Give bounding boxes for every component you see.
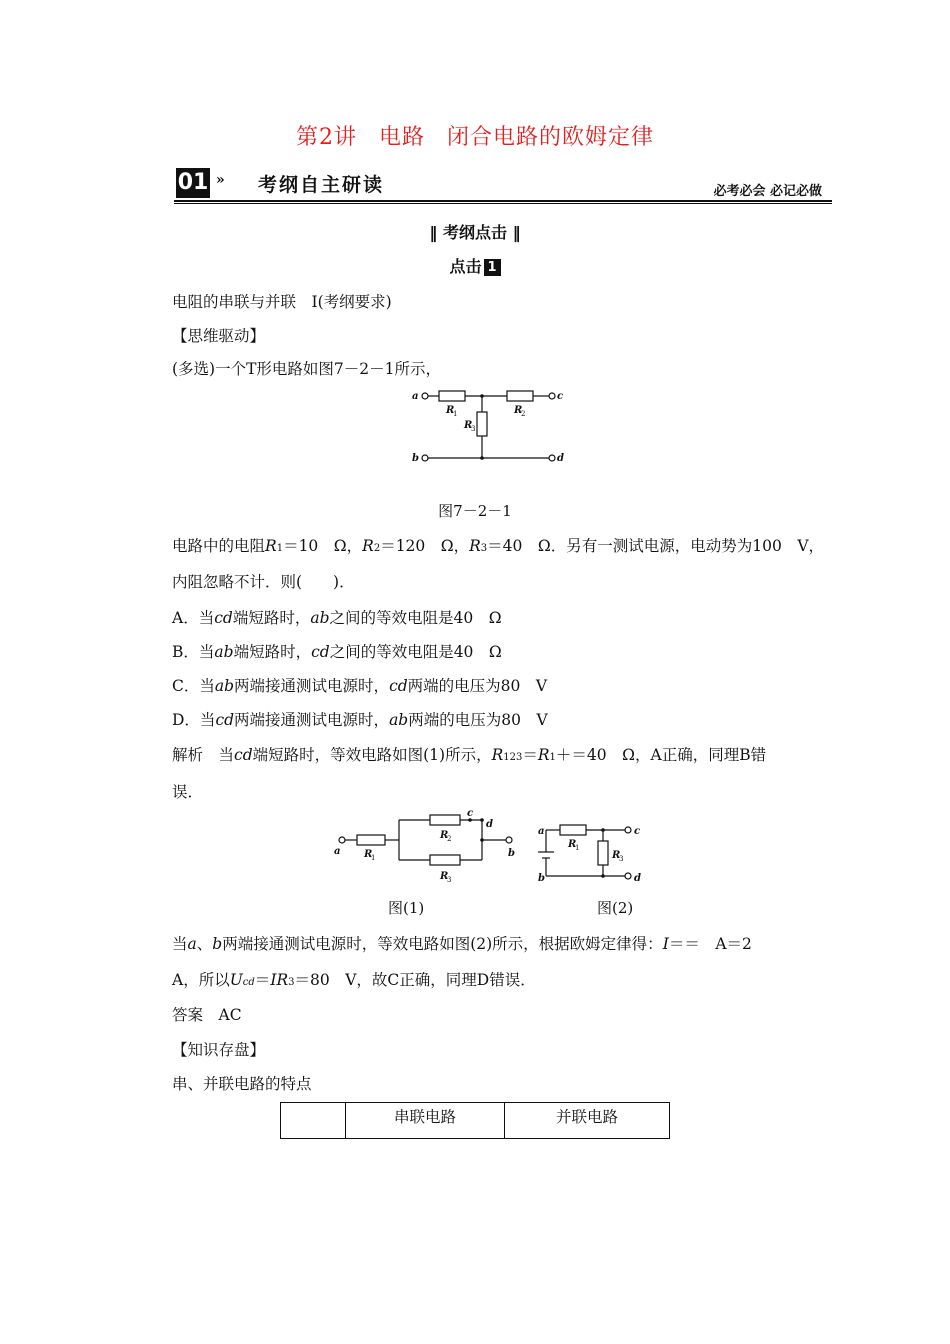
svg-text:2: 2 — [447, 835, 452, 843]
resistor-r1 — [439, 391, 465, 401]
outline-heading — [0, 220, 950, 243]
sub-r3: 3 — [471, 425, 476, 433]
answer-line: 答案 AC — [172, 1006, 242, 1024]
table-cell-empty — [281, 1103, 346, 1139]
label-r1: R — [364, 849, 373, 860]
comparison-table — [280, 1102, 670, 1139]
label-b: b — [412, 453, 419, 464]
analysis2-line-2: A，所以Ucd＝IR3＝80 V，故C正确，同理D错误． — [172, 971, 536, 989]
stem-line-2: 内阻忽略不计．则( )． — [172, 573, 355, 591]
table-row — [281, 1103, 670, 1139]
label-r2: R — [514, 405, 523, 416]
figure-2-caption: 图(2) — [597, 899, 634, 917]
label-c: c — [467, 810, 474, 819]
figure-1-caption: 图(1) — [388, 899, 425, 917]
label-a: a — [412, 391, 419, 402]
double-bar-icon: ‖ — [429, 223, 438, 242]
section-slogan: 必考必会 必记必做 — [713, 184, 822, 199]
terminal-c — [549, 393, 555, 399]
option-c: C．当ab两端接通测试电源时，cd两端的电压为80 V — [172, 677, 548, 695]
resistor-r2 — [507, 391, 533, 401]
option-a: A．当cd端短路时，ab之间的等效电阻是40 Ω — [172, 609, 502, 627]
svg-text:3: 3 — [447, 876, 452, 884]
point-number-badge: 1 — [484, 259, 501, 276]
title-part2: 电路 — [378, 125, 425, 150]
table-header-parallel: 并联电路 — [505, 1103, 670, 1139]
label-b: b — [508, 848, 515, 859]
title-part3: 闭合电路的欧姆定律 — [447, 125, 655, 150]
label-a: a — [538, 826, 545, 837]
table-header-series: 串联电路 — [346, 1103, 505, 1139]
svg-text:3: 3 — [619, 855, 624, 863]
section-number: 01 — [176, 168, 210, 198]
label-r3: R — [440, 871, 449, 882]
analysis-line-2: 误． — [172, 783, 204, 801]
resistor-r1 — [357, 835, 385, 845]
title-part1: 第2讲 — [295, 125, 357, 150]
option-b: B．当ab端短路时，cd之间的等效电阻是40 Ω — [172, 643, 502, 661]
label-c: c — [557, 391, 564, 402]
label-r1: R — [446, 405, 455, 416]
label-c: c — [634, 826, 641, 837]
label-b: b — [538, 873, 545, 884]
section-rule — [174, 200, 832, 202]
terminal-b — [422, 455, 428, 461]
double-bar-icon: ‖ — [512, 223, 521, 242]
resistor-r3 — [598, 841, 608, 865]
sub-r2: 2 — [521, 410, 526, 418]
label-drive: 【思维驱动】 — [172, 327, 266, 345]
label-r3: R — [612, 850, 621, 861]
svg-text:1: 1 — [575, 844, 580, 852]
terminal-a — [422, 393, 428, 399]
resistor-r3 — [430, 855, 460, 865]
label-r1: R — [568, 839, 577, 850]
label-r3: R — [464, 420, 473, 431]
figure-2-circuit — [532, 818, 652, 888]
resistor-r2 — [430, 815, 460, 825]
point-heading-label: 点击 — [449, 257, 482, 276]
resistor-r3 — [477, 412, 487, 436]
features-line: 串、并联电路的特点 — [172, 1075, 312, 1093]
section-rule-thin — [174, 203, 832, 204]
page-title — [0, 120, 950, 151]
section-header-bar — [174, 166, 832, 204]
label-d: d — [486, 819, 493, 830]
question-intro: (多选)一个T形电路如图7－2－1所示， — [172, 360, 442, 378]
outline-heading-text: 考纲点击 — [442, 223, 507, 242]
t-circuit-figure — [404, 384, 574, 468]
analysis-line-1: 解析 当cd端短路时，等效电路如图(1)所示，R123＝R1＋＝40 Ω，A正确，同理B错 — [172, 746, 767, 764]
section-arrow-icon: » — [216, 172, 225, 188]
figure-1-circuit — [330, 810, 526, 890]
terminal-d — [549, 455, 555, 461]
option-d: D．当cd两端接通测试电源时，ab两端的电压为80 V — [172, 711, 548, 729]
point-heading — [0, 254, 950, 277]
label-d: d — [634, 873, 641, 884]
analysis2-line-1: 当a、b两端接通测试电源时，等效电路如图(2)所示，根据欧姆定律得：I＝＝ A＝2 — [172, 935, 752, 953]
svg-text:1: 1 — [371, 854, 376, 862]
label-d: d — [557, 453, 564, 464]
label-r2: R — [440, 830, 449, 841]
topic-line: 电阻的串联与并联 Ⅰ(考纲要求) — [172, 293, 392, 311]
label-a: a — [334, 846, 341, 857]
stem-line-1: 电路中的电阻R1＝10 Ω，R2＝120 Ω，R3＝40 Ω．另有一测试电源，电动势为100 V， — [172, 537, 825, 555]
resistor-r1 — [560, 825, 586, 835]
section-name: 考纲自主研读 — [258, 174, 385, 196]
figure-caption-main: 图7－2－1 — [438, 502, 512, 520]
sub-r1: 1 — [453, 410, 458, 418]
label-store: 【知识存盘】 — [172, 1041, 266, 1059]
